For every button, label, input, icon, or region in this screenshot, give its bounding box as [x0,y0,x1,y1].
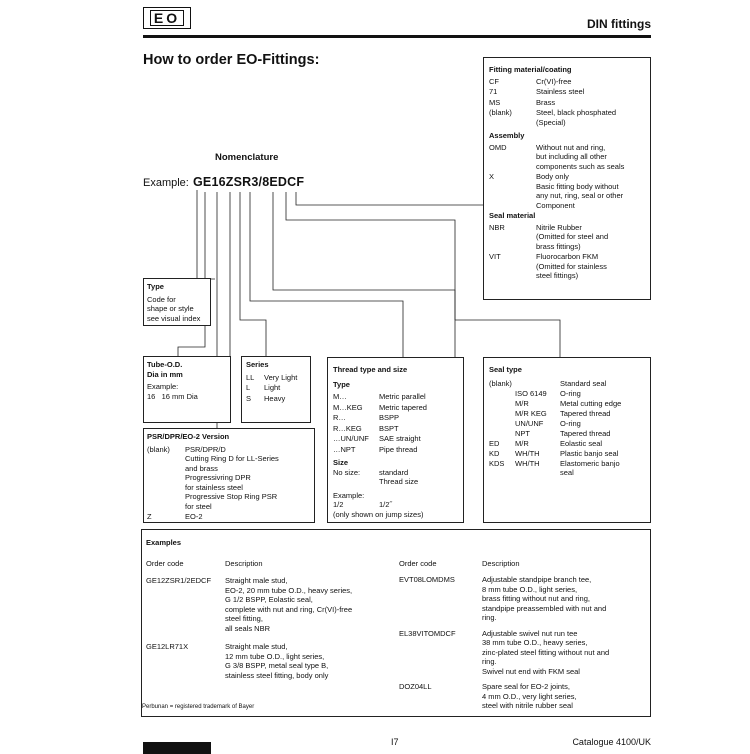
nomenclature-heading: Nomenclature [215,152,279,163]
seal-type-col1: KDS [489,458,505,468]
seal-type-col1: (blank) [489,378,512,388]
seal-type-col2: M/R [515,438,529,448]
example-row [399,682,649,711]
seal-type-row [489,429,645,439]
thread-type-row-code: R… [333,413,346,422]
version-row [147,512,311,522]
series-row-desc: Heavy [264,393,286,403]
seal-row-code: VIT [489,252,501,261]
seal-row-desc: Fluorocarbon FKM (Omitted for stainless steel fittings) [536,252,607,280]
version-row-code: (blank) [147,444,170,454]
example-description: Straight male stud, 12 mm tube O.D., light series, G 3/8 BSPP, metal seal type B, stainless steel fitting, body only [225,642,329,680]
example-order-code: GE12ZSR1/2EDCF [146,576,212,585]
thread-type-row [333,413,458,423]
seal-material-heading: Seal material [489,211,536,220]
seal-type-col2: M/R [515,398,529,408]
seal-type-col2: WH/TH [515,448,540,458]
example-row [399,575,649,623]
example-row [146,642,391,680]
seal-type-col3: Tapered thread [560,408,611,418]
thread-type-row-desc: Metric parallel [379,392,426,401]
material-row-desc: Brass [536,97,556,107]
assembly-row-desc: Body only Basic fitting body without any nut, ring, seal or other Component [536,172,624,210]
material-row [489,77,645,87]
thread-example-note: (only shown on jump sizes) [333,509,424,519]
series-row [246,394,306,404]
seal-type-row [489,449,645,459]
seal-type-col1 [489,389,515,399]
thread-type-row-desc: Pipe thread [379,444,418,454]
series-row-code: L [246,383,251,392]
thread-type-row-code: M…KEG [333,402,363,412]
material-row [489,87,645,97]
material-row-code: 71 [489,87,498,96]
section-title: DIN fittings [587,17,651,31]
footer-logo-bar [143,742,211,754]
example-description: Straight male stud, EO-2, 20 mm tube O.D., heavy series, G 1/2 BSPP, Eolastic seal, complete with nut and ring, Cr(VI)-free steel fitting, all seals NBR [225,576,353,633]
seal-type-box [483,357,651,523]
seal-type-col3: Standard seal [560,378,607,388]
thread-type-row-desc: Metric tapered [379,402,427,412]
example-order-code: EL38VITOMDCF [399,628,456,638]
assembly-row [489,172,645,210]
material-row [489,108,645,127]
seal-row [489,252,645,281]
seal-type-col2: WH/TH [515,458,540,468]
seal-type-col1: ED [489,438,500,448]
seal-row-code: NBR [489,222,505,232]
material-row-code: MS [489,97,501,107]
thread-type-row-code: M… [333,392,347,401]
seal-type-col3: Tapered thread [560,428,611,438]
seal-type-col2 [515,379,560,389]
thread-type-row-code: …UN/UNF [333,434,369,443]
thread-type-row [333,424,458,434]
page-number: I7 [391,737,399,747]
thread-type-row-desc: BSPP [379,413,400,422]
material-row-code: CF [489,76,499,86]
example-code: GE16ZSR3/8EDCF [193,175,305,189]
thread-box [327,357,464,523]
material-heading: Fitting material/coating [489,65,572,74]
thread-type-row [333,392,458,402]
seal-row [489,223,645,252]
version-row-desc: EO-2 [185,512,203,521]
seal-type-col3: Elastomeric banjo seal [560,458,620,477]
seal-type-row [489,389,645,399]
thread-type-row [333,445,458,455]
type-text: Code for shape or style see visual index [147,294,201,323]
col-desc-right: Description [482,559,520,568]
thread-type-row-desc: BSPT [379,423,399,433]
footnote: Perbunan = registered trademark of Bayer [142,704,255,710]
col-order-left: Order code [146,559,184,568]
thread-heading: Thread type and size [333,365,408,374]
seal-type-row [489,439,645,449]
example-description: Adjustable swivel nut run tee 38 mm tube O.D., heavy series, zinc-plated steel fitting without nut and ring. Swivel nut end with FKM seal [482,628,610,676]
thread-type-row-code: …NPT [333,444,356,454]
example-label: Example: [143,177,189,189]
seal-type-col2: ISO 6149 [515,388,547,398]
thread-example-left: 1/2 [333,500,344,509]
version-box [143,428,315,523]
seal-type-col1 [489,429,515,439]
seal-type-row [489,459,645,478]
tube-od-box [143,356,231,423]
eo-logo: EO [143,7,191,29]
seal-type-col3: O-ring [560,418,581,428]
thread-example-label: Example: [333,490,365,500]
series-row [246,383,306,393]
thread-type-heading: Type [333,379,350,389]
seal-type-row [489,399,645,409]
series-row-desc: Very Light [264,372,298,382]
page-title: How to order EO-Fittings: [143,52,320,68]
thread-example-right: 1/2˝ [379,500,392,509]
example-order-code: DOZ04LL [399,682,432,691]
series-heading: Series [246,360,269,369]
assembly-row-desc: Without nut and ring, but including all other components such as seals [536,142,625,171]
seal-type-heading: Seal type [489,365,522,374]
thread-type-row [333,403,458,413]
seal-type-col3: Eolastic seal [560,438,603,448]
col-desc-left: Description [225,559,263,568]
version-row-code: Z [147,512,152,521]
col-order-right: Order code [399,559,437,568]
assembly-row [489,143,645,172]
assembly-row-code: X [489,172,495,181]
seal-type-col2: NPT [515,428,530,438]
tube-example-label: Example: [147,382,179,391]
catalogue-label: Catalogue 4100/UK [572,737,651,747]
tube-example-value: 16 16 mm Dia [147,391,198,401]
assembly-heading: Assembly [489,131,525,140]
material-row-desc: Steel, black phosphated (Special) [536,108,617,127]
series-row [246,373,306,383]
seal-type-col3: O-ring [560,388,581,398]
seal-type-row [489,409,645,419]
size-desc: standard Thread size [379,467,419,486]
seal-type-col1 [489,399,515,409]
series-box [241,356,311,423]
series-row-code: LL [246,372,255,382]
series-row-desc: Light [264,383,281,392]
tube-heading: Tube-O.D. Dia in mm [147,360,183,379]
version-row [147,445,311,512]
seal-type-col2: UN/UNF [515,418,544,428]
thread-type-row-code: R…KEG [333,423,362,433]
seal-type-col1: KD [489,448,500,458]
type-box [143,278,211,326]
example-order-code: EVT08LOMDMS [399,575,455,584]
fitting-material-box [483,57,651,300]
type-heading: Type [147,282,164,291]
example-description: Adjustable standpipe branch tee, 8 mm tube O.D., light series, brass fitting without nut and ring, standpipe preassembled with nut and ring. [482,575,607,622]
material-row-desc: Cr(VI)-free [536,76,572,86]
examples-box [141,529,651,717]
seal-type-row [489,419,645,429]
assembly-row-code: OMD [489,142,507,152]
size-heading: Size [333,458,349,467]
example-row [399,629,649,677]
seal-type-col2: M/R KEG [515,408,547,418]
size-code: No size: [333,467,361,477]
version-row-desc: PSR/DPR/D Cutting Ring D for LL-Series and brass Progressivring DPR for stainless steel Progressive Stop Ring PSR for steel [185,444,279,511]
material-row-code: (blank) [489,108,512,117]
material-row [489,98,645,108]
example-description: Spare seal for EO-2 joints, 4 mm O.D., very light series, steel with nitrile rubber seal [482,682,577,710]
seal-type-col3: Plastic banjo seal [560,448,619,458]
seal-row-desc: Nitrile Rubber (Omitted for steel and brass fittings) [536,222,609,251]
seal-type-col3: Metal cutting edge [560,398,622,408]
thread-type-row [333,434,458,444]
seal-type-row [489,379,645,389]
examples-heading: Examples [146,538,182,547]
seal-type-col1 [489,409,515,419]
thread-type-row-desc: SAE straight [379,434,421,443]
series-row-code: S [246,393,252,403]
example-order-code: GE12LR71X [146,642,189,651]
version-heading: PSR/DPR/EO-2 Version [147,432,230,441]
seal-type-col1 [489,419,515,429]
example-row [146,576,391,633]
material-row-desc: Stainless steel [536,87,585,96]
